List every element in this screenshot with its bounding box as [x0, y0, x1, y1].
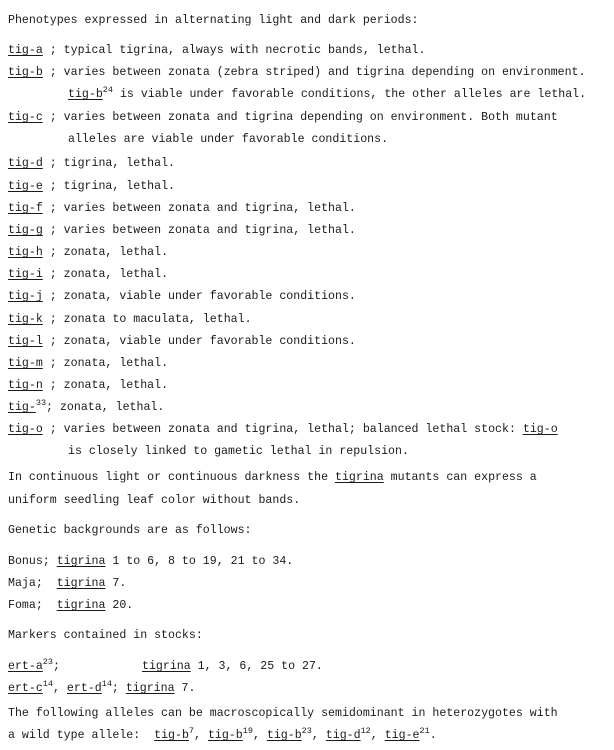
separator: ,	[252, 729, 267, 742]
separator: ;	[42, 66, 64, 79]
marker-name: ert-d	[66, 682, 102, 695]
separator: ;	[42, 202, 64, 215]
mutant-description: zonata, lethal.	[63, 246, 169, 259]
marker-row-tigrina	[142, 660, 323, 674]
separator: ,	[194, 729, 208, 742]
separator: ;	[42, 246, 64, 259]
allele-superscript: 19	[242, 726, 253, 736]
allele-superscript: 7	[188, 726, 195, 736]
separator: ;	[42, 290, 64, 303]
paragraph-line: uniform seedling leaf color without bands.	[8, 494, 301, 507]
mutant-name: tig-n	[8, 379, 43, 392]
allele-name: tig-e	[384, 729, 420, 742]
background-label: Bonus;	[8, 555, 57, 568]
separator: ;	[42, 423, 64, 436]
mutant-name: tig-d	[8, 157, 43, 170]
allele-superscript: 24	[102, 85, 113, 95]
mutant-description: zonata, viable under favorable conditions.	[63, 290, 356, 303]
mutant-name: tig-k	[8, 313, 43, 326]
term: tigrina	[56, 599, 106, 612]
separator: ,	[311, 729, 326, 742]
text: mutants can express a	[383, 471, 537, 484]
mutant-description: varies between zonata and tigrina, lethal.	[63, 224, 356, 237]
term: tigrina	[56, 555, 106, 568]
continuation-text: is viable under favorable conditions, the other alleles are lethal.	[113, 88, 587, 101]
text: a wild type allele:	[8, 729, 155, 742]
mutant-name: tig-e	[8, 180, 43, 193]
mutant-description: varies between zonata and tigrina, lethal.	[63, 202, 356, 215]
mutant-continuation: is closely linked to gametic lethal in repulsion.	[68, 445, 409, 458]
separator: ,	[370, 729, 385, 742]
mutant-line	[8, 246, 168, 260]
separator: ;	[42, 335, 64, 348]
mutant-continuation: alleles are viable under favorable conditions.	[68, 133, 389, 146]
allele-name: tig-b	[207, 729, 243, 742]
allele-name: tig-b	[266, 729, 302, 742]
mutant-line	[8, 335, 356, 349]
separator: ;	[53, 660, 60, 673]
mutant-description: zonata, lethal.	[63, 268, 169, 281]
mutant-description: zonata, lethal.	[63, 357, 169, 370]
term: tigrina	[335, 471, 384, 484]
mutant-line	[8, 379, 168, 393]
background-range: 20.	[105, 599, 134, 612]
term: tigrina	[142, 660, 191, 673]
allele-name: tig-b	[154, 729, 189, 742]
separator: ;	[42, 313, 64, 326]
backgrounds-heading: Genetic backgrounds are as follows:	[8, 524, 252, 537]
term: tigrina	[125, 682, 175, 695]
mutant-name: tig-m	[8, 357, 43, 370]
mutant-description: zonata, lethal.	[63, 379, 169, 392]
mutant-description: zonata to maculata, lethal.	[63, 313, 252, 326]
separator: ;	[46, 401, 60, 414]
background-row	[8, 555, 293, 569]
mutant-name: tig-	[8, 401, 36, 414]
mutant-line	[8, 111, 558, 125]
separator: ;	[42, 44, 64, 57]
mutant-line	[8, 290, 356, 304]
allele-superscript: 23	[301, 726, 312, 736]
mutant-line	[8, 268, 168, 282]
mutant-name: tig-c	[8, 111, 43, 124]
marker-name: ert-a	[8, 660, 43, 673]
marker-range: 7.	[174, 682, 196, 695]
allele-list-line	[8, 726, 437, 743]
mutant-name: tig-i	[8, 268, 43, 281]
allele-name: tig-d	[325, 729, 361, 742]
period: .	[429, 729, 437, 742]
separator: ;	[42, 268, 64, 281]
mutant-name: tig-l	[8, 335, 43, 348]
allele-name: tig-o	[522, 423, 558, 436]
mutant-name: tig-h	[8, 246, 43, 259]
mutant-line	[8, 157, 175, 171]
mutant-line	[8, 398, 165, 415]
mutant-description: zonata, viable under favorable conditions.	[63, 335, 356, 348]
mutant-name: tig-j	[8, 290, 43, 303]
mutant-line	[8, 313, 252, 327]
phenotypes-heading: Phenotypes expressed in alternating light and dark periods:	[8, 14, 419, 27]
mutant-line	[8, 423, 558, 437]
background-row	[8, 577, 126, 591]
separator: ,	[53, 682, 67, 695]
separator: ;	[42, 157, 64, 170]
mutant-line	[8, 66, 585, 80]
separator: ;	[111, 682, 126, 695]
mutant-name: tig-a	[8, 44, 43, 57]
mutant-line	[8, 224, 356, 238]
allele-name: tig-b	[68, 88, 103, 101]
mutant-name: tig-o	[8, 423, 43, 436]
mutant-name: tig-b	[8, 66, 43, 79]
mutant-description: typical tigrina, always with necrotic bands, lethal.	[63, 44, 426, 57]
mutant-line	[8, 180, 175, 194]
separator: ;	[42, 111, 64, 124]
paragraph-line: The following alleles can be macroscopically semidominant in heterozygotes with	[8, 707, 558, 720]
text: In continuous light or continuous darkness the	[8, 471, 335, 484]
marker-name: ert-c	[8, 682, 43, 695]
allele-superscript: 33	[35, 398, 47, 408]
allele-superscript: 12	[360, 726, 371, 736]
marker-row	[8, 657, 60, 674]
allele-superscript: 23	[42, 657, 53, 667]
separator: ;	[42, 357, 64, 370]
markers-heading: Markers contained in stocks:	[8, 629, 203, 642]
term: tigrina	[56, 577, 106, 590]
background-label: Foma;	[8, 599, 57, 612]
mutant-description: varies between zonata and tigrina, lethal; balanced lethal stock:	[63, 423, 523, 436]
mutant-description: tigrina, lethal.	[63, 157, 175, 170]
allele-superscript: 14	[101, 679, 112, 689]
mutant-continuation	[68, 85, 587, 102]
background-range: 7.	[105, 577, 127, 590]
allele-superscript: 21	[419, 726, 430, 736]
mutant-description: varies between zonata and tigrina depending on environment. Both mutant	[63, 111, 558, 124]
mutant-line	[8, 357, 168, 371]
mutant-name: tig-g	[8, 224, 43, 237]
separator: ;	[42, 379, 64, 392]
background-range: 1 to 6, 8 to 19, 21 to 34.	[105, 555, 294, 568]
separator: ;	[42, 180, 64, 193]
paragraph-line	[8, 471, 537, 485]
mutant-description: varies between zonata (zebra striped) and tigrina depending on environment.	[63, 66, 586, 79]
separator: ;	[42, 224, 64, 237]
allele-superscript: 14	[42, 679, 53, 689]
mutant-name: tig-f	[8, 202, 43, 215]
marker-row	[8, 679, 196, 696]
mutant-description: zonata, lethal.	[59, 401, 165, 414]
mutant-line	[8, 44, 425, 58]
mutant-description: tigrina, lethal.	[63, 180, 175, 193]
marker-range: 1, 3, 6, 25 to 27.	[190, 660, 323, 673]
mutant-line	[8, 202, 356, 216]
background-label: Maja;	[8, 577, 57, 590]
background-row	[8, 599, 133, 613]
